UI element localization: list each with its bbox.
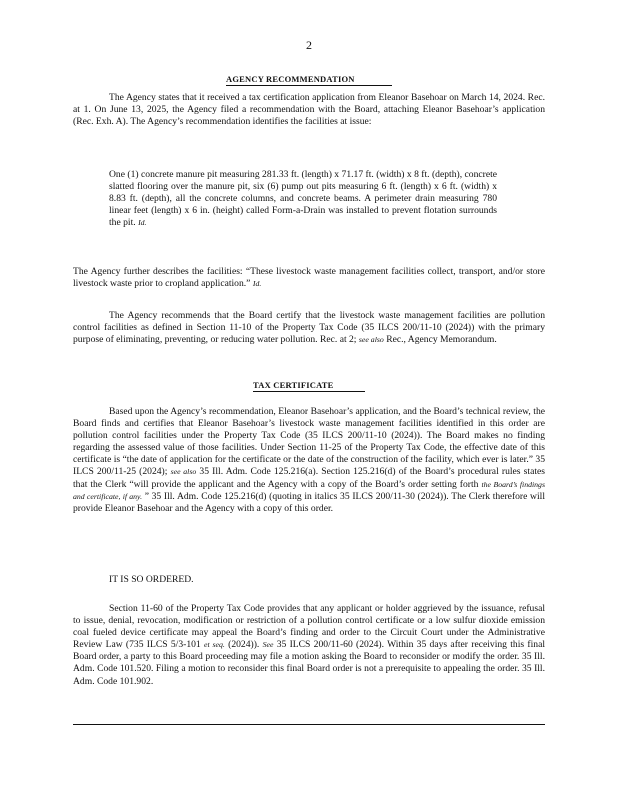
reconsideration-text: 35 ILCS 200/11-60 (2024). Within 35 days after receiving this final Board order, a party to this Board proceeding may file a motion asking the Board to reconsider or modify the order. 35 Ill. Adm. Code 101.520. Filing a motion to reconsider this final Board order is not a prerequisite to appealing the order. 35 Ill. Adm. Code 101.902. <box>73 639 545 687</box>
memorandum-citation: Rec., Agency Memorandum. <box>386 334 497 346</box>
facility-quote: The Agency further describes the facilities: “These livestock waste management facilities collect, transport, and/or store livestock waste prior to cropland application.” <box>73 266 545 290</box>
section-heading-text: TAX CERTIFICATE <box>253 380 365 392</box>
footer-rule <box>73 724 545 725</box>
signal-et-seq: et seq. <box>204 640 225 650</box>
citation-id: Id. <box>138 218 147 228</box>
recommendation-text: The Agency recommends that the Board certify that the livestock waste management facilities are pollution control facilities as defined in Section 11-10 of the Property Tax Code (35 ILCS 200/11-10 (2024)) with the primary purpose of eliminating, preventing, or reducing water pollution. Rec. at 2; <box>73 310 545 346</box>
paragraph-agency-recommends <box>73 310 545 346</box>
citation-id: Id. <box>252 279 262 289</box>
appeal-year: (2024)). <box>228 639 260 651</box>
procedural-rule-text: 35 Ill. Adm. Code 125.216(a). Section 125.216(d) of the Board’s procedural rules states that the Clerk “will provide the applicant and the Agency with a copy of the Board’s order setting forth <box>73 466 545 490</box>
block-quote-facilities <box>109 169 497 229</box>
section-heading-text: AGENCY RECOMMENDATION <box>226 74 392 86</box>
signal-see-also: see also <box>170 467 197 477</box>
facility-description: One (1) concrete manure pit measuring 281.33 ft. (length) x 71.17 ft. (width) x 8 ft. (depth), concrete slatted flooring over the manure pit, six (6) pump out pits measuring 6 ft. (length) x 6 ft. (width) x 8.83 ft. (depth), all the concrete columns, and concrete beams. A perimeter drain measuring 780 linear feet (length) x 6 in. (height) called Form-a-Drain was installed to prevent flotation surrounds the pit. <box>109 169 497 229</box>
clerk-copy-text: ” 35 Ill. Adm. Code 125.216(d) (quoting in italics 35 ILCS 200/11-30 (2024)). The Clerk therefore will provide Eleanor Basehoar and the Agency with a copy of this order. <box>73 490 545 514</box>
paragraph-agency-describes <box>73 266 545 290</box>
quoted-statute-italic: the Board’s findings and certificate, if any. <box>73 479 545 501</box>
section-heading-tax-certificate <box>0 380 618 392</box>
signal-see: See <box>262 640 274 650</box>
paragraph-appeal-rights <box>73 603 545 688</box>
section-heading-agency-recommendation <box>0 74 618 86</box>
signal-see-also: see also <box>358 335 384 345</box>
appeal-text: Section 11-60 of the Property Tax Code provides that any applicant or holder aggrieved by the issuance, refusal to issue, denial, revocation, modification or restriction of a pollution control certificate or a low sulfur dioxide emission coal fueled device certificate may appeal the Board’s finding and order to the Circuit Court under the Administrative Review Law (735 ILCS 5/3-101 <box>73 603 545 651</box>
order-statement: IT IS SO ORDERED. <box>109 574 194 585</box>
paragraph-board-findings <box>73 406 545 515</box>
paragraph-agency-receipt: The Agency states that it received a tax certification application from Eleanor Basehoar on March 14, 2024. Rec. at 1. On June 13, 2025, the Agency filed a recommendation with the Board, attaching Eleanor Basehoar’s application (Rec. Exh. A). The Agency’s recommendation identifies the facilities at issue: <box>73 92 545 128</box>
findings-text: Based upon the Agency’s recommendation, Eleanor Basehoar’s application, and the Board’s technical review, the Board finds and certifies that Eleanor Basehoar’s livestock waste management facilities identified in this order are pollution control facilities under the Property Tax Code (35 ILCS 200/11-10 (2024)). The Board makes no finding regarding the assessed value of those facilities. Under Section 11-25 of the Property Tax Code, the effective date of this certificate is “the date of application for the certificate or the date of the construction of the facility, which ever is later.” 35 ILCS 200/11-25 (2024); <box>73 406 545 478</box>
page-number: 2 <box>306 38 312 52</box>
